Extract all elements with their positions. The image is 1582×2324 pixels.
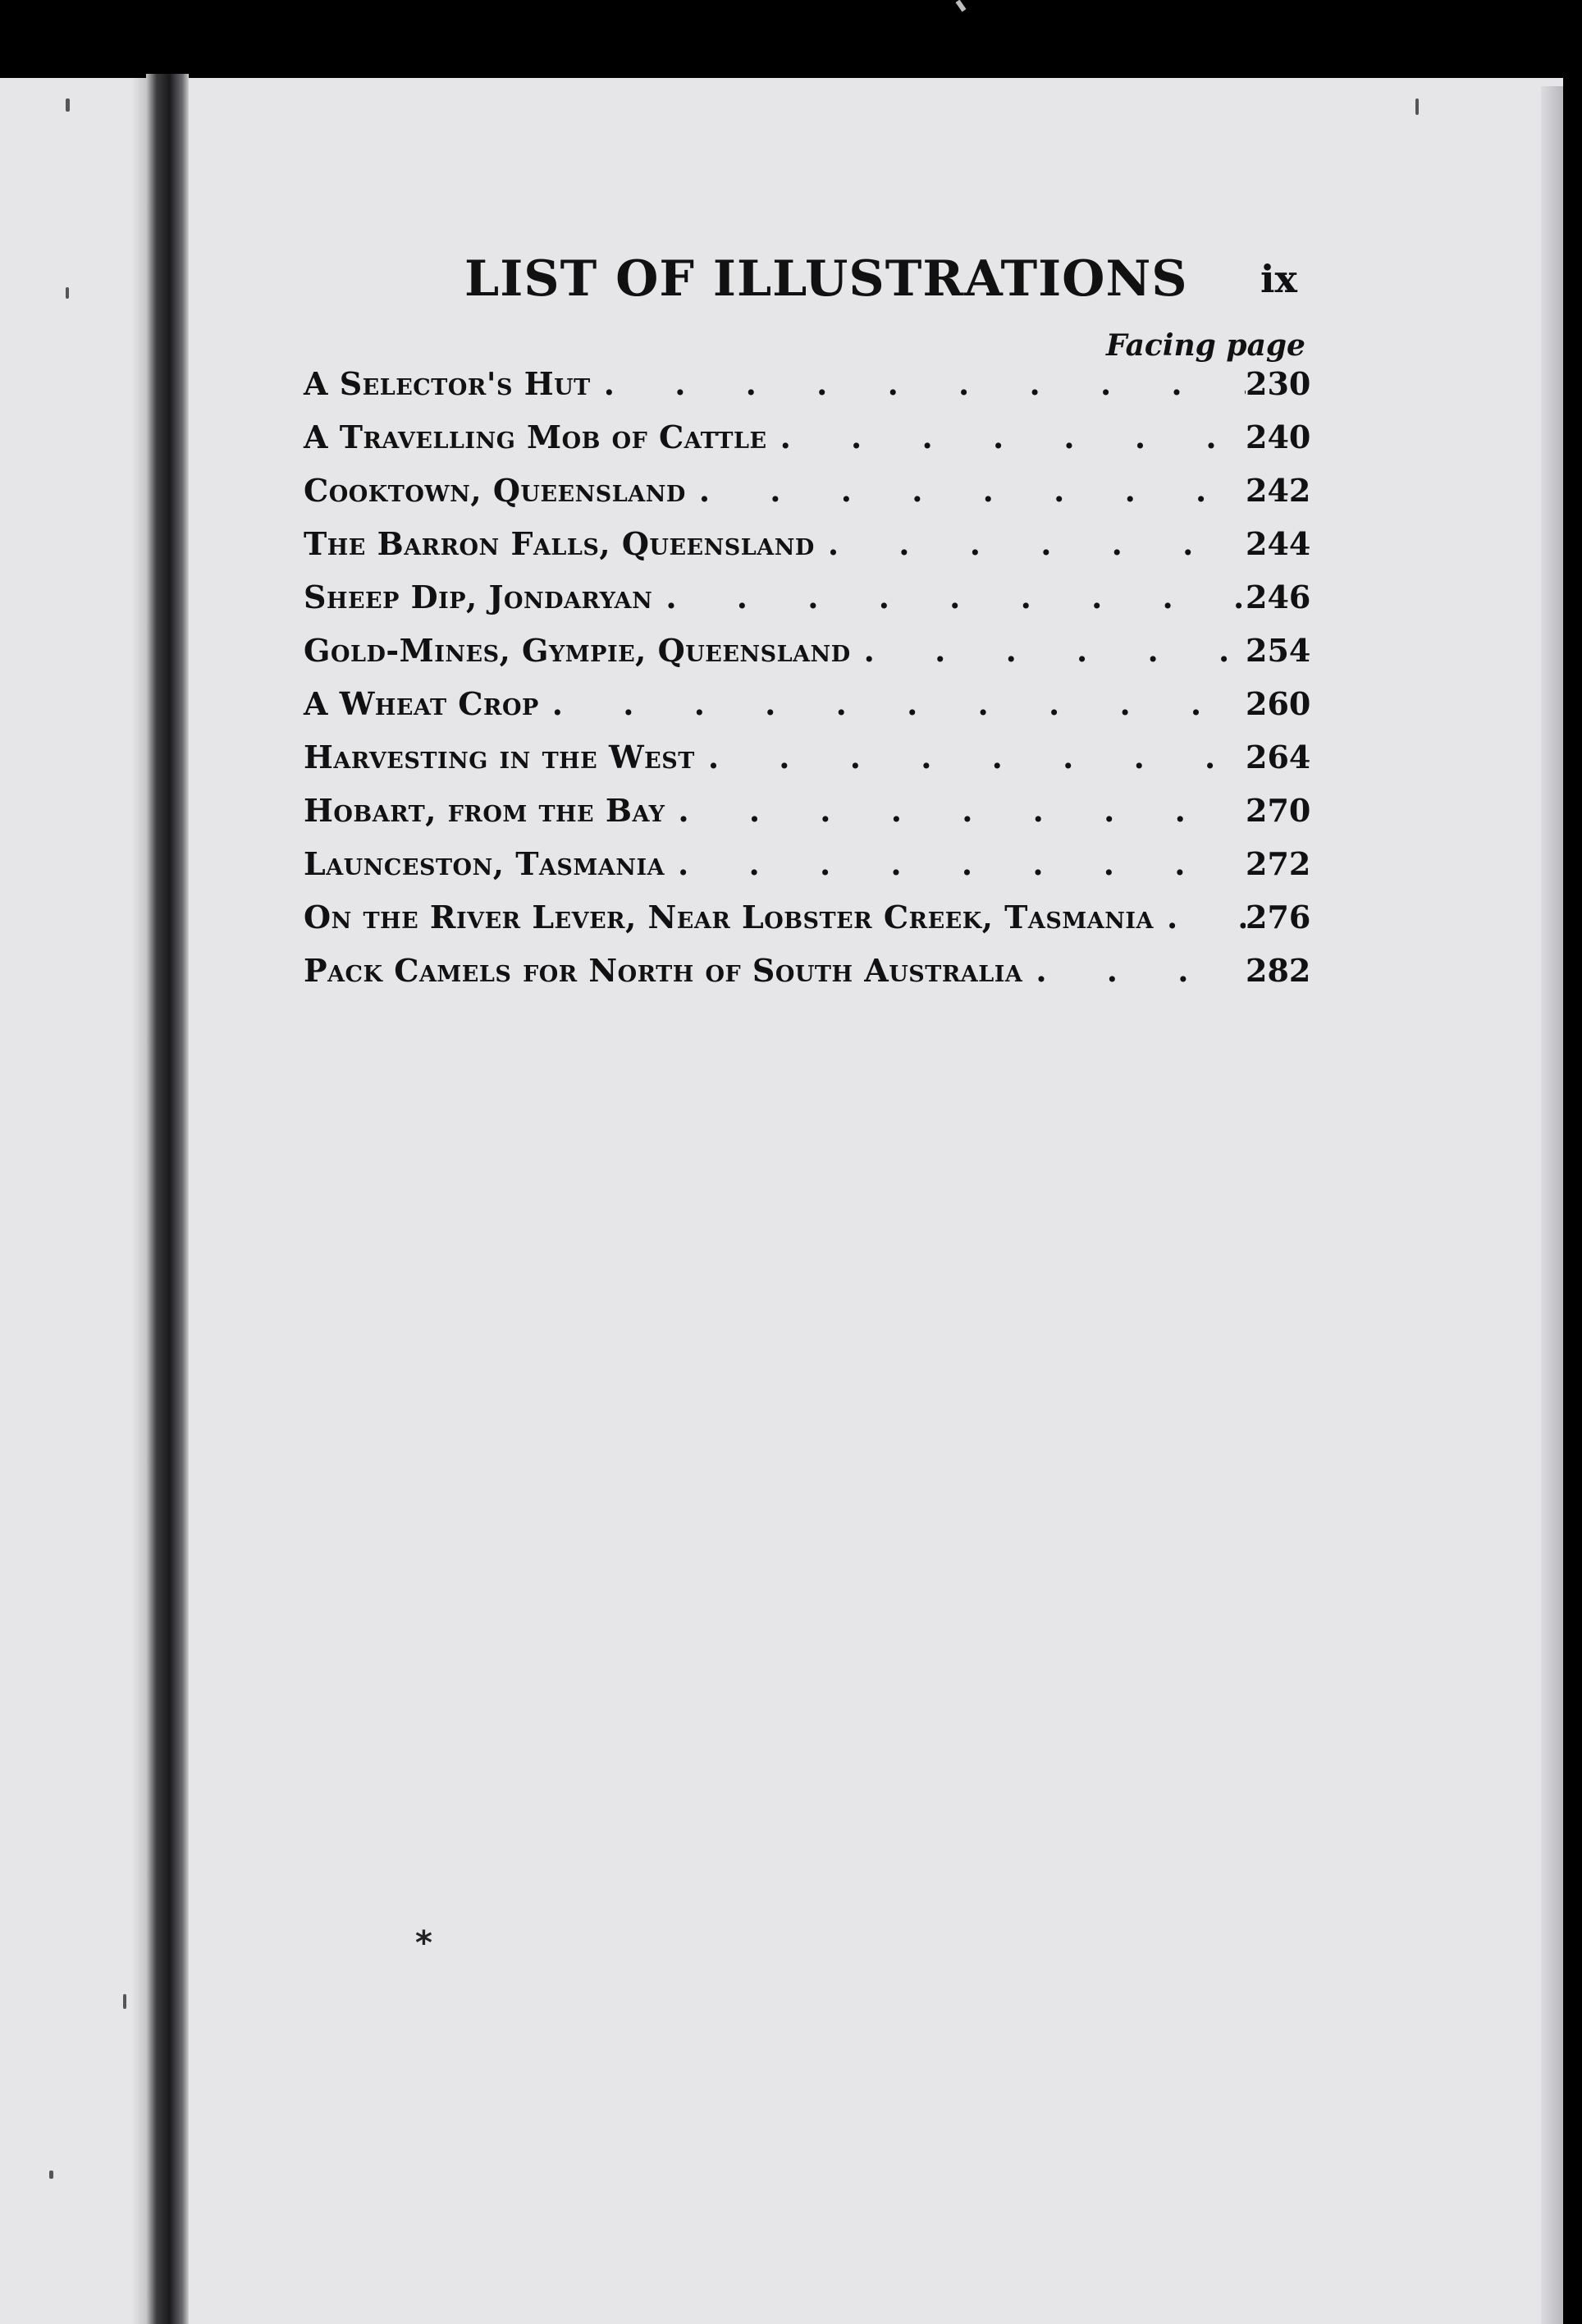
dust-speck [66,287,69,299]
dot-leader [665,792,1246,829]
dot-leader [652,579,1246,615]
footer-mark: * [415,1924,432,1962]
entry-title: Gold-Mines, Gympie, Queensland [304,632,851,669]
scan-artifact [956,0,967,11]
dot-leader [851,632,1246,669]
entry-page: 246 [1246,579,1311,615]
entry-page: 270 [1246,792,1311,829]
entry-page: 272 [1246,845,1311,882]
page-edge [1541,86,1563,2324]
dot-leader [539,685,1246,722]
dot-leader [591,365,1246,402]
entry-title: Launceston, Tasmania [304,845,665,882]
entry-page: 276 [1246,899,1311,936]
entry-title: Sheep Dip, Jondaryan [304,579,653,615]
left-leaf-shadow [131,78,148,2324]
entry-title: Hobart, from the Bay [304,792,665,829]
entry-page: 242 [1246,472,1311,509]
binding-gutter [146,74,189,2324]
dot-leader [1022,952,1246,989]
dot-leader [1154,899,1246,936]
entry-title: Cooktown, Queensland [304,472,686,509]
entry-page: 240 [1246,419,1311,455]
page-title: LIST OF ILLUSTRATIONS [464,250,1188,308]
entry-page: 230 [1246,365,1311,402]
list-item [304,899,1311,952]
list-item [304,365,1311,419]
entry-title: Pack Camels for North of South Australia [304,952,1023,989]
dot-leader [686,472,1246,509]
entry-title: A Travelling Mob of Cattle [304,419,767,455]
list-item [304,792,1311,845]
dust-speck [1415,98,1419,115]
list-item [304,845,1311,899]
list-item [304,739,1311,792]
dust-speck [66,98,70,112]
dot-leader [815,525,1246,562]
entry-title: Harvesting in the West [304,739,695,775]
page-header [300,242,1310,308]
dot-leader [695,739,1246,775]
list-item [304,419,1311,472]
entry-title: A Wheat Crop [304,685,539,722]
dot-leader [665,845,1246,882]
list-item [304,525,1311,579]
dust-speck [123,1994,126,2009]
entry-title: On the River Lever, Near Lobster Creek, Tasmania [304,899,1154,936]
entry-title: The Barron Falls, Queensland [304,525,815,562]
entry-title: A Selector's Hut [304,365,591,402]
page-number: ix [1260,257,1297,301]
list-item [304,632,1311,685]
entry-page: 264 [1246,739,1311,775]
dot-leader [767,419,1246,455]
dust-speck [49,2171,53,2179]
illustrations-list [304,365,1311,1005]
list-item [304,952,1311,1005]
entry-page: 260 [1246,685,1311,722]
list-item [304,685,1311,739]
entry-page: 282 [1246,952,1311,989]
list-item [304,472,1311,525]
entry-page: 244 [1246,525,1311,562]
entry-page: 254 [1246,632,1311,669]
column-header: Facing page [1106,328,1305,363]
list-item [304,579,1311,632]
